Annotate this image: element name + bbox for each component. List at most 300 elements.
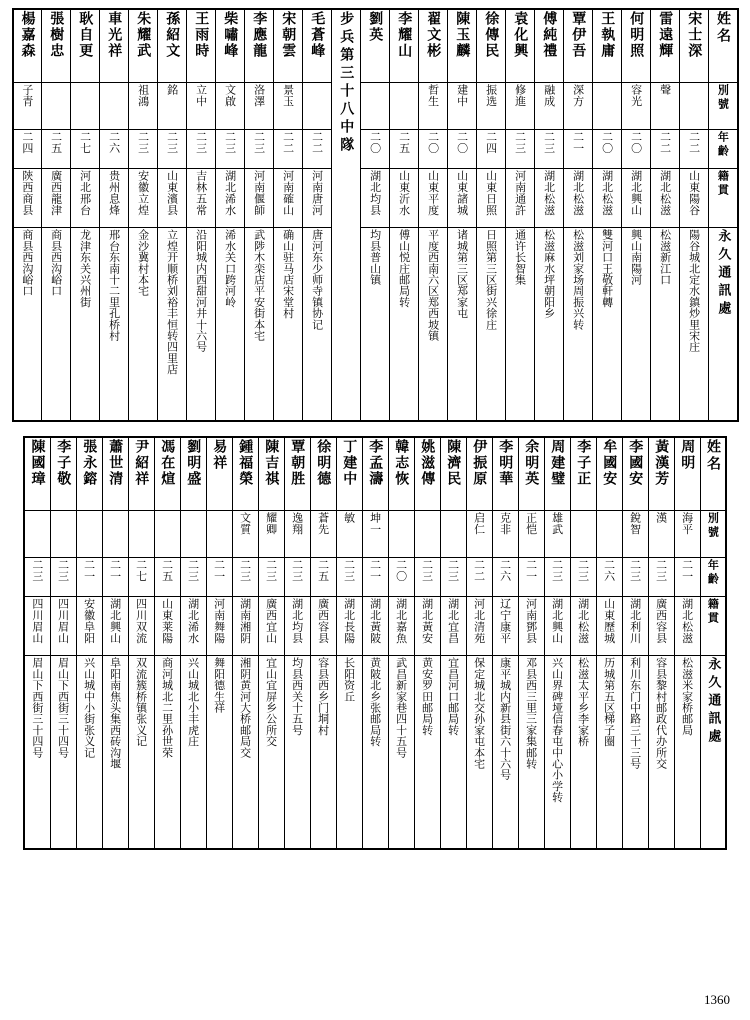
- cell-address: [216, 228, 245, 422]
- address-text: 黄安罗田邮局转: [420, 657, 434, 736]
- native-text: 湖南湘阴: [238, 598, 252, 644]
- alias-text: 修進: [513, 84, 527, 107]
- cell-address: [187, 228, 216, 422]
- address-text: 邢台东南十二里孔桥村: [107, 229, 121, 341]
- age-text: 二〇: [426, 131, 440, 154]
- cell-native: [180, 597, 206, 656]
- cell-address: [42, 228, 71, 422]
- native-text: 河南確山: [281, 170, 295, 216]
- cell-age: [448, 130, 477, 169]
- cell-alias: [362, 511, 388, 558]
- native-text: 湖北松滋: [680, 598, 694, 644]
- cell-name: [448, 9, 477, 83]
- cell-age: [24, 558, 50, 597]
- age-text: 二六: [107, 131, 121, 154]
- cell-native: [593, 169, 622, 228]
- native-text: 湖北松滋: [542, 170, 556, 216]
- native-text: 河南偃師: [252, 170, 266, 216]
- address-text: 唐河东少师寺镇协记: [310, 229, 324, 330]
- cell-native: [390, 169, 419, 228]
- address-text: 兴山城北小丰虎庄: [186, 657, 200, 747]
- native-text: 四川眉山: [30, 598, 44, 644]
- row-header-label: 姓名: [704, 439, 721, 473]
- alias-text: 融成: [542, 84, 556, 107]
- cell-address: [466, 656, 492, 850]
- cell-native: [388, 597, 414, 656]
- address-text: 武陟木栾店平安街本宅: [252, 229, 266, 341]
- age-text: 二三: [194, 131, 208, 154]
- cell-name: [100, 9, 129, 83]
- cell-name: [180, 437, 206, 511]
- cell-address: [310, 656, 336, 850]
- cell-name: [102, 437, 128, 511]
- cell-name: [245, 9, 274, 83]
- address-text: 宜昌河口邮局转: [446, 657, 460, 736]
- cell-alias: [596, 511, 622, 558]
- native-text: 河南鄧县: [524, 598, 538, 644]
- cell-name: [129, 9, 158, 83]
- cell-name: [544, 437, 570, 511]
- cell-native: [336, 597, 362, 656]
- row-header-age: [700, 558, 726, 597]
- cell-native: [440, 597, 466, 656]
- age-text: 二〇: [455, 131, 469, 154]
- name-text: 王雨時: [193, 11, 210, 59]
- cell-alias: [76, 511, 102, 558]
- cell-name: [361, 9, 390, 83]
- age-text: 二五: [49, 131, 63, 154]
- age-text: 二三: [238, 559, 252, 582]
- age-text: 二一: [212, 559, 226, 582]
- cell-native: [154, 597, 180, 656]
- cell-address: [154, 656, 180, 850]
- age-text: 二三: [550, 559, 564, 582]
- address-text: 均县西关十五号: [290, 657, 304, 736]
- age-text: 二五: [160, 559, 174, 582]
- cell-age: [414, 558, 440, 597]
- cell-native: [158, 169, 187, 228]
- cell-alias: [102, 511, 128, 558]
- cell-address: [13, 228, 42, 422]
- cell-alias: [129, 83, 158, 130]
- cell-name: [518, 437, 544, 511]
- address-text: 诸城第三区郑家屯: [455, 229, 469, 319]
- alias-text: 深方: [571, 84, 585, 107]
- address-text: 傅山悦庄邮局转: [397, 229, 411, 308]
- cell-native: [466, 597, 492, 656]
- cell-address: [362, 656, 388, 850]
- name-text: 宋朝雲: [280, 11, 297, 59]
- cell-name: [477, 9, 506, 83]
- cell-name: [388, 437, 414, 511]
- name-text: 覃伊吾: [570, 11, 587, 59]
- native-text: 河南通許: [513, 170, 527, 216]
- name-text: 蕭世清: [107, 439, 124, 487]
- cell-native: [129, 169, 158, 228]
- cell-age: [440, 558, 466, 597]
- alias-text: 聲: [658, 84, 672, 96]
- name-text: 陳濟民: [445, 439, 462, 487]
- cell-age: [206, 558, 232, 597]
- cell-alias: [570, 511, 596, 558]
- cell-address: [593, 228, 622, 422]
- name-text: 牟國安: [601, 439, 618, 487]
- address-text: 興山南陽河: [629, 229, 643, 285]
- address-text: 均县普山镇: [368, 229, 382, 285]
- unit-label: 步兵第三十八中隊: [338, 11, 355, 155]
- cell-age: [622, 558, 648, 597]
- cell-age: [71, 130, 100, 169]
- cell-alias: [303, 83, 332, 130]
- name-text: 姚滋傳: [419, 439, 436, 487]
- cell-age: [477, 130, 506, 169]
- cell-address: [390, 228, 419, 422]
- cell-alias: [390, 83, 419, 130]
- cell-address: [50, 656, 76, 850]
- name-text: 楊嘉森: [19, 11, 36, 59]
- address-text: 兴山城中小街张义记: [82, 657, 96, 758]
- cell-name: [492, 437, 518, 511]
- native-text: 四川眉山: [56, 598, 70, 644]
- name-text: 韓志恢: [393, 439, 410, 487]
- native-text: 廣西宜山: [264, 598, 278, 644]
- row-header-label: 籍貫: [706, 598, 720, 626]
- table-separator: [10, 422, 740, 436]
- alias-text: 正恺: [524, 512, 538, 535]
- cell-address: [274, 228, 303, 422]
- cell-alias: [680, 83, 709, 130]
- native-text: 吉林五常: [194, 170, 208, 216]
- native-text: 廣西容县: [316, 598, 330, 644]
- name-text: 丁建中: [341, 439, 358, 487]
- cell-alias: [674, 511, 700, 558]
- cell-native: [570, 597, 596, 656]
- native-text: 湖北均县: [290, 598, 304, 644]
- age-text: 二三: [628, 559, 642, 582]
- cell-name: [622, 9, 651, 83]
- cell-alias: [284, 511, 310, 558]
- cell-name: [128, 437, 154, 511]
- native-text: 廣西容县: [654, 598, 668, 644]
- alias-text: 启仁: [472, 512, 486, 535]
- address-text: 历城第五区梯子圈: [602, 657, 616, 747]
- cell-name: [564, 9, 593, 83]
- row-header-label: 年齡: [706, 559, 720, 587]
- alias-text: 祖鴻: [136, 84, 150, 107]
- name-text: 李子敬: [55, 439, 72, 487]
- cell-address: [651, 228, 680, 422]
- native-text: 山東平度: [426, 170, 440, 216]
- cell-age: [232, 558, 258, 597]
- name-text: 尹紹祥: [133, 439, 150, 487]
- cell-address: [128, 656, 154, 850]
- cell-address: [206, 656, 232, 850]
- roster-table-lower: [23, 436, 727, 850]
- native-text: 湖北浠水: [223, 170, 237, 216]
- cell-native: [544, 597, 570, 656]
- name-text: 柴嘯峰: [222, 11, 239, 59]
- cell-age: [680, 130, 709, 169]
- table-row-name: [13, 9, 738, 83]
- cell-alias: [13, 83, 42, 130]
- cell-age: [362, 558, 388, 597]
- cell-address: [76, 656, 102, 850]
- name-text: 傅純禮: [541, 11, 558, 59]
- cell-name: [274, 9, 303, 83]
- cell-age: [100, 130, 129, 169]
- cell-name: [187, 9, 216, 83]
- cell-name: [216, 9, 245, 83]
- cell-native: [674, 597, 700, 656]
- cell-age: [651, 130, 680, 169]
- alias-text: 哲生: [426, 84, 440, 107]
- name-text: 鍾福榮: [237, 439, 254, 487]
- native-text: 湖北松滋: [600, 170, 614, 216]
- row-header-label: 別號: [716, 84, 730, 112]
- row-header-alias: [709, 83, 738, 130]
- alias-text: 容光: [629, 84, 643, 107]
- age-text: 二二: [310, 131, 324, 154]
- native-text: 陝西商县: [20, 170, 34, 216]
- cell-age: [648, 558, 674, 597]
- row-header-address: [709, 228, 738, 422]
- cell-name: [506, 9, 535, 83]
- cell-address: [544, 656, 570, 850]
- table-row-age: [13, 130, 738, 169]
- row-header-name: [700, 437, 726, 511]
- cell-age: [674, 558, 700, 597]
- row-header-native: [709, 169, 738, 228]
- native-text: 安徽阜阳: [82, 598, 96, 644]
- alias-text: 逸翔: [290, 512, 304, 535]
- address-text: 沿阳城内西甜河井十六号: [194, 229, 208, 353]
- age-text: 二三: [264, 559, 278, 582]
- cell-alias: [336, 511, 362, 558]
- alias-text: 蒼先: [316, 512, 330, 535]
- cell-name: [303, 9, 332, 83]
- native-text: 湖北松滋: [576, 598, 590, 644]
- cell-native: [216, 169, 245, 228]
- native-text: 廣西龍津: [49, 170, 63, 216]
- roster-table-upper: [12, 8, 739, 422]
- address-text: 邓县西三里三家集邮转: [524, 657, 538, 769]
- native-text: 湖北興山: [629, 170, 643, 216]
- cell-name: [232, 437, 258, 511]
- age-text: 二三: [290, 559, 304, 582]
- cell-address: [232, 656, 258, 850]
- cell-address: [336, 656, 362, 850]
- cell-name: [42, 9, 71, 83]
- cell-address: [535, 228, 564, 422]
- native-text: 山東日照: [484, 170, 498, 216]
- native-text: 湖北利川: [628, 598, 642, 644]
- address-text: 长阳资丘: [342, 657, 356, 702]
- age-text: 二三: [542, 131, 556, 154]
- address-text: 湘阴黄河大桥邮局交: [238, 657, 252, 758]
- cell-address: [129, 228, 158, 422]
- cell-alias: [128, 511, 154, 558]
- address-text: 确山驻马店宋堂村: [281, 229, 295, 319]
- cell-alias: [622, 511, 648, 558]
- native-text: 湖北松滋: [658, 170, 672, 216]
- cell-alias: [651, 83, 680, 130]
- age-text: 二三: [252, 131, 266, 154]
- name-text: 張樹忠: [48, 11, 65, 59]
- address-text: 浠水关口跨河岭: [223, 229, 237, 308]
- alias-text: 克非: [498, 512, 512, 535]
- name-text: 毛蒼峰: [309, 11, 326, 59]
- name-text: 朱耀武: [135, 11, 152, 59]
- cell-name: [206, 437, 232, 511]
- name-text: 雷遠輝: [657, 11, 674, 59]
- row-header-label: 籍貫: [716, 170, 730, 198]
- cell-native: [102, 597, 128, 656]
- address-text: 宜山宜屏乡公所交: [264, 657, 278, 747]
- cell-age: [129, 130, 158, 169]
- address-text: 雙河口王敬軒轉: [600, 229, 614, 308]
- alias-text: 耀卿: [264, 512, 278, 535]
- cell-alias: [154, 511, 180, 558]
- cell-native: [361, 169, 390, 228]
- alias-text: 景玉: [281, 84, 295, 107]
- cell-age: [390, 130, 419, 169]
- alias-text: 坤一: [368, 512, 382, 535]
- cell-alias: [518, 511, 544, 558]
- name-text: 劉英: [367, 11, 384, 43]
- age-text: 二三: [30, 559, 44, 582]
- alias-text: 子青: [20, 84, 34, 107]
- cell-native: [596, 597, 622, 656]
- name-text: 李子正: [575, 439, 592, 487]
- name-text: 李孟濤: [367, 439, 384, 487]
- cell-age: [76, 558, 102, 597]
- cell-address: [448, 228, 477, 422]
- address-text: 通许长智集: [513, 229, 527, 285]
- cell-native: [362, 597, 388, 656]
- cell-age: [216, 130, 245, 169]
- cell-age: [180, 558, 206, 597]
- address-text: 武昌新家巷四十五号: [394, 657, 408, 758]
- address-text: 容县西乡门垌村: [316, 657, 330, 736]
- alias-text: 洛澤: [252, 84, 266, 107]
- age-text: 二〇: [368, 131, 382, 154]
- alias-text: 銳智: [628, 512, 642, 535]
- cell-native: [42, 169, 71, 228]
- cell-alias: [187, 83, 216, 130]
- cell-native: [564, 169, 593, 228]
- alias-text: 敏: [342, 512, 356, 524]
- cell-native: [128, 597, 154, 656]
- cell-age: [42, 130, 71, 169]
- cell-native: [13, 169, 42, 228]
- cell-name: [390, 9, 419, 83]
- age-text: 二七: [78, 131, 92, 154]
- address-text: 松滋刘家场周振兴转: [571, 229, 585, 330]
- age-text: 二五: [397, 131, 411, 154]
- name-text: 耿自更: [77, 11, 94, 59]
- cell-address: [303, 228, 332, 422]
- cell-name: [258, 437, 284, 511]
- cell-age: [388, 558, 414, 597]
- cell-native: [419, 169, 448, 228]
- address-text: 平度西南六区郑西坡镇: [426, 229, 440, 341]
- cell-address: [596, 656, 622, 850]
- alias-text: 海平: [680, 512, 694, 535]
- alias-text: 雄武: [550, 512, 564, 535]
- cell-age: [158, 130, 187, 169]
- cell-name: [466, 437, 492, 511]
- cell-name: [622, 437, 648, 511]
- table-row-alias: [13, 83, 738, 130]
- cell-native: [518, 597, 544, 656]
- cell-alias: [158, 83, 187, 130]
- cell-native: [651, 169, 680, 228]
- cell-alias: [258, 511, 284, 558]
- row-header-address: [700, 656, 726, 850]
- name-text: 覃朝胜: [289, 439, 306, 487]
- address-text: 商县西沟峪口: [49, 229, 63, 297]
- cell-native: [24, 597, 50, 656]
- cell-age: [154, 558, 180, 597]
- cell-native: [477, 169, 506, 228]
- table-row-native: [24, 597, 726, 656]
- cell-name: [596, 437, 622, 511]
- native-text: 湖北興山: [550, 598, 564, 644]
- native-text: 四川双流: [134, 598, 148, 644]
- age-text: 二五: [316, 559, 330, 582]
- age-text: 二一: [571, 131, 585, 154]
- native-text: 湖北均县: [368, 170, 382, 216]
- name-text: 周建璧: [549, 439, 566, 487]
- name-text: 何明照: [628, 11, 645, 59]
- age-text: 二四: [484, 131, 498, 154]
- cell-alias: [506, 83, 535, 130]
- age-text: 二六: [498, 559, 512, 582]
- cell-native: [648, 597, 674, 656]
- name-text: 李國安: [627, 439, 644, 487]
- cell-address: [492, 656, 518, 850]
- address-text: 商县西沟峪口: [20, 229, 34, 297]
- native-text: 湖北浠水: [186, 598, 200, 644]
- cell-age: [535, 130, 564, 169]
- name-text: 徐明德: [315, 439, 332, 487]
- cell-alias: [100, 83, 129, 130]
- name-text: 宋士深: [686, 11, 703, 59]
- cell-address: [258, 656, 284, 850]
- address-text: 兴山界碑垭信春屯中心小学转: [550, 657, 564, 803]
- cell-alias: [593, 83, 622, 130]
- native-text: 辽宁康平: [498, 598, 512, 644]
- cell-age: [570, 558, 596, 597]
- row-header-label: 永久通訊處: [715, 229, 731, 319]
- cell-address: [419, 228, 448, 422]
- row-header-label: 永久通訊處: [705, 657, 721, 747]
- age-text: 二二: [472, 559, 486, 582]
- name-text: 張永鎔: [81, 439, 98, 487]
- table-row-native: [13, 169, 738, 228]
- cell-native: [258, 597, 284, 656]
- alias-text: 立中: [194, 84, 208, 107]
- cell-alias: [419, 83, 448, 130]
- age-text: 二三: [654, 559, 668, 582]
- cell-native: [310, 597, 336, 656]
- cell-name: [13, 9, 42, 83]
- cell-alias: [245, 83, 274, 130]
- address-text: 日照第三区街兴徐庄: [484, 229, 498, 330]
- age-text: 二二: [687, 131, 701, 154]
- row-header-label: 姓名: [714, 11, 731, 45]
- name-text: 袁化興: [512, 11, 529, 59]
